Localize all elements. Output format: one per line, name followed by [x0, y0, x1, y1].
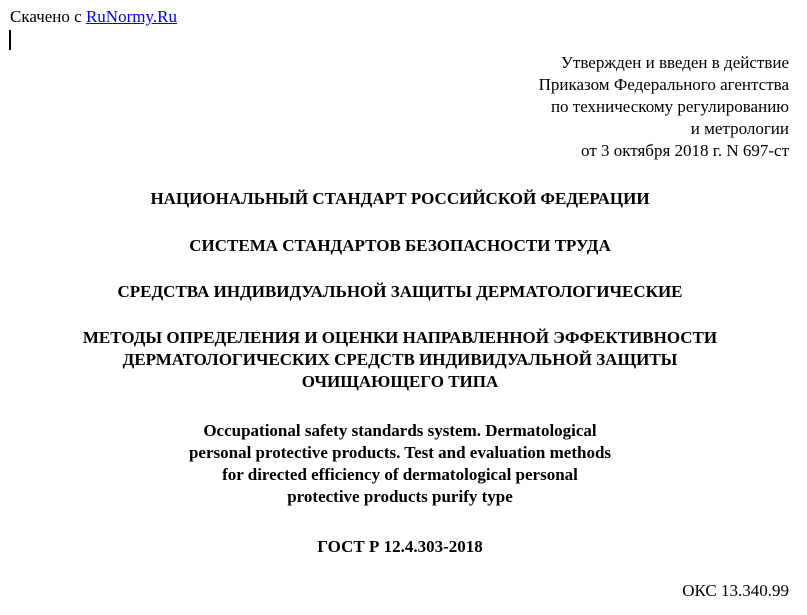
gost-number: ГОСТ Р 12.4.303-2018 [317, 537, 483, 556]
means-heading: СРЕДСТВА ИНДИВИДУАЛЬНОЙ ЗАЩИТЫ ДЕРМАТОЛОГИЧЕСКИЕ [117, 282, 683, 301]
source-line [10, 6, 177, 28]
methods-heading [0, 327, 800, 393]
methods-heading-line: МЕТОДЫ ОПРЕДЕЛЕНИЯ И ОЦЕНКИ НАПРАВЛЕННОЙ ЭФФЕКТИВНОСТИ [82, 328, 718, 347]
approval-line: и метрологии [690, 119, 789, 138]
methods-heading-line: ОЧИЩАЮЩЕГО ТИПА [301, 372, 499, 391]
english-title-line: personal protective products. Test and evaluation methods [188, 443, 612, 462]
english-title-line: for directed efficiency of dermatological personal [222, 465, 578, 484]
english-title-line: protective products purify type [287, 487, 513, 506]
system-heading: СИСТЕМА СТАНДАРТОВ БЕЗОПАСНОСТИ ТРУДА [189, 236, 611, 255]
approval-line: от 3 октября 2018 г. N 697-ст [581, 141, 789, 160]
national-standard-heading: НАЦИОНАЛЬНЫЙ СТАНДАРТ РОССИЙСКОЙ ФЕДЕРАЦИИ [150, 189, 650, 208]
text-cursor [9, 30, 11, 50]
methods-heading-line: ДЕРМАТОЛОГИЧЕСКИХ СРЕДСТВ ИНДИВИДУАЛЬНОЙ ЗАЩИТЫ [122, 350, 678, 369]
oks-code: ОКС 13.340.99 [682, 581, 789, 600]
approval-line: Утвержден и введен в действие [560, 53, 789, 72]
source-link[interactable]: RuNormy.Ru [85, 7, 177, 26]
approval-line: Приказом Федерального агентства [538, 75, 789, 94]
source-prefix: Скачено с [10, 7, 86, 26]
english-title [0, 420, 800, 508]
approval-block [539, 52, 789, 162]
english-title-line: Occupational safety standards system. Dermatological [203, 421, 597, 440]
approval-line: по техническому регулированию [550, 97, 789, 116]
